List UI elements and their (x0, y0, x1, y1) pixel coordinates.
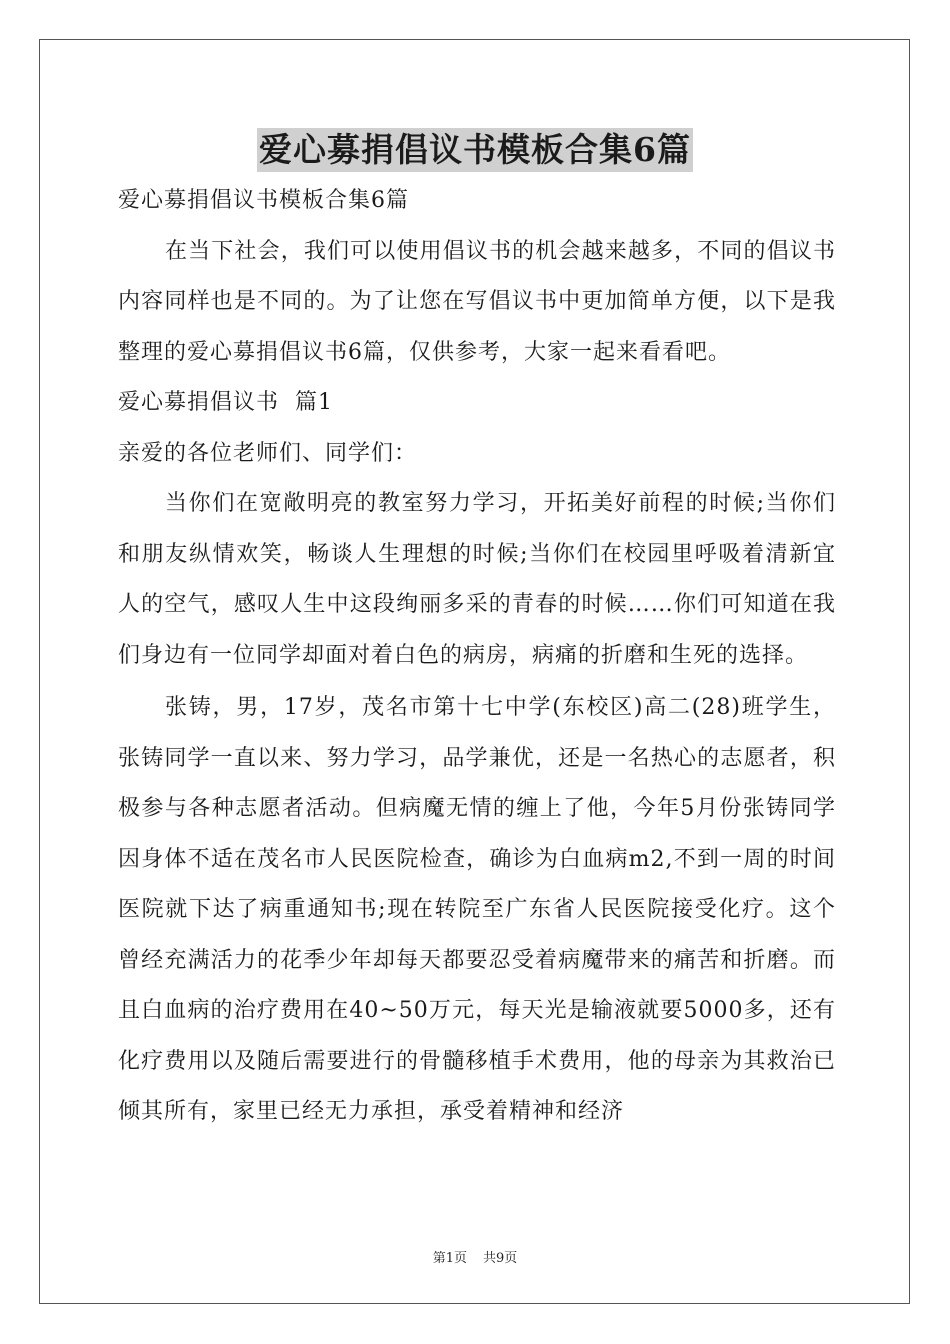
page-total: 共9页 (483, 1251, 518, 1266)
document-body (118, 176, 836, 1138)
intro-paragraph: 在当下社会，我们可以使用倡议书的机会越来越多，不同的倡议书内容同样也是不同的。为了让您在写倡议书中更加简单方便，以下是我整理的爱心募捐倡议书6篇，仅供参考，大家一起来看看吧。 (118, 238, 836, 365)
document-title: 爱心募捐倡议书模板合集6篇 (257, 128, 693, 172)
body-paragraph: 张铸，男，17岁，茂名市第十七中学(东校区)高二(28)班学生，张铸同学一直以来、努力学习，品学兼优，还是一名热心的志愿者，积极参与各种志愿者活动。但病魔无情的缠上了他，今年5月份张铸同学因身体不适在茂名市人民医院检查，确诊为白血病m2,不到一周的时间医院就下达了病重通知书;现在转院至广东省人民医院接受化疗。这个曾经充满活力的花季少年却每天都要忍受着病魔带来的痛苦和折磨。而且白血病的治疗费用在40~50万元，每天光是输液就要5000多，还有化疗费用以及随后需要进行的骨髓移植手术费用，他的母亲为其救治已倾其所有，家里已经无力承担，承受着精神和经济 (118, 695, 836, 1124)
page-number: 第1页 (432, 1251, 467, 1266)
title-container (0, 128, 950, 172)
section-heading: 爱心募捐倡议书 篇1 (118, 390, 333, 415)
page-footer (0, 1247, 950, 1266)
body-paragraph: 当你们在宽敞明亮的教室努力学习，开拓美好前程的时候;当你们和朋友纵情欢笑，畅谈人生理想的时候;当你们在校园里呼吸着清新宜人的空气，感叹人生中这段绚丽多采的青春的时候……你们可知道在我们身边有一位同学却面对着白色的病房，病痛的折磨和生死的选择。 (118, 491, 836, 668)
salutation: 亲爱的各位老师们、同学们： (118, 440, 418, 466)
document-subtitle: 爱心募捐倡议书模板合集6篇 (118, 188, 409, 213)
